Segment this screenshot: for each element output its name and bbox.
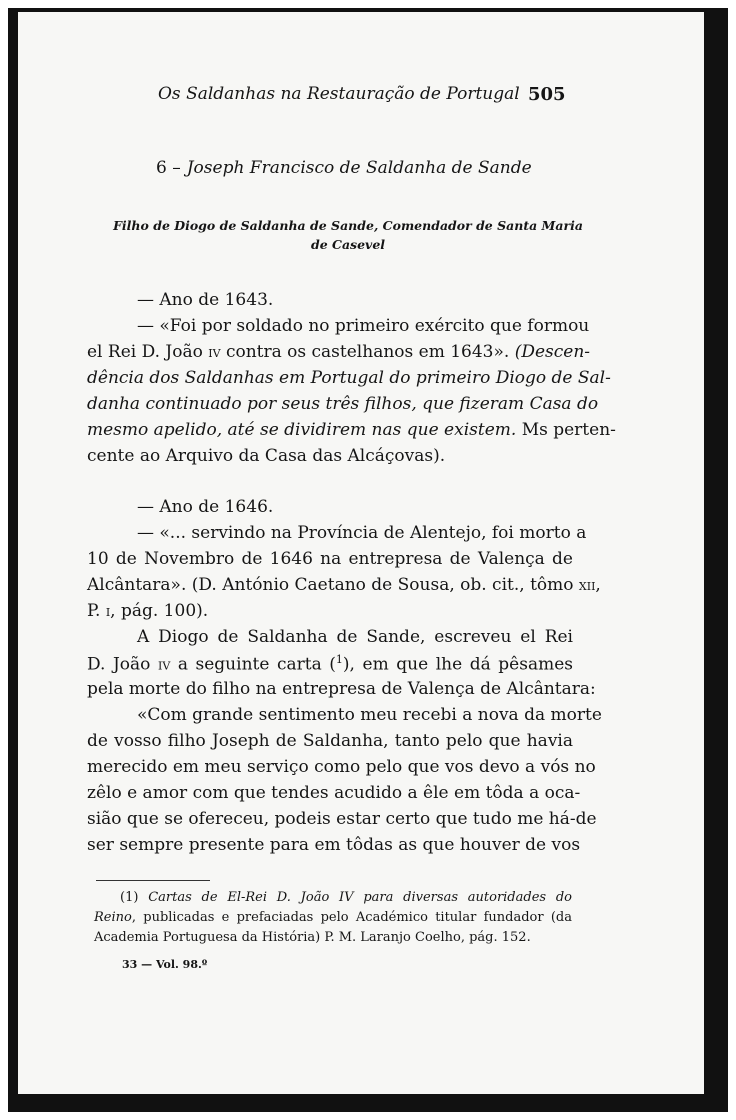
text-line: — Ano de 1646.: [137, 497, 274, 517]
footnote-ref: 1: [335, 653, 343, 666]
text-line: zêlo e amor com que tendes acudido a êle em tôda a oca-: [87, 783, 581, 803]
text-line: cente ao Arquivo da Casa das Alcáçovas).: [87, 446, 446, 466]
text-line: danha continuado por seus três filhos, que fizeram Casa do: [87, 394, 599, 414]
text-line: 10 de Novembro de 1646 na entrepresa de Valença de: [87, 549, 573, 569]
text-run: , pág. 100).: [110, 601, 209, 621]
footnote-line: [94, 910, 572, 925]
footnote-title: Cartas de El-Rei D. João IV para diversas autoridades do: [138, 890, 572, 905]
text-run: Ms perten-: [516, 420, 616, 440]
regnal-numeral: iv: [157, 655, 171, 674]
text-line: ser sempre presente para em tôdas as que houver de vos: [87, 835, 581, 855]
printer-signature: 33 — Vol. 98.º: [122, 958, 208, 971]
running-title: Os Saldanhas na Restauração de Portugal: [158, 84, 520, 104]
book-page: [18, 12, 704, 1094]
text-line: merecido em meu serviço como pelo que vos devo a vós no: [87, 757, 596, 777]
part-numeral: i: [105, 602, 111, 620]
text-line: [87, 420, 616, 440]
footnote-text: , publicadas e prefaciadas pelo Académico titular fundador (da: [131, 910, 572, 925]
text-line: [87, 601, 573, 621]
text-line: — «Foi por soldado no primeiro exército que formou: [137, 316, 590, 336]
text-run: Alcântara». (D. António Caetano de Sousa, ob. cit., tômo: [87, 575, 579, 595]
text-run: D. João: [87, 654, 158, 675]
text-line: — «... servindo na Província de Alentejo, foi morto a: [137, 523, 587, 543]
subtitle-line: de Casevel: [310, 237, 386, 252]
section-subtitle: [108, 216, 588, 254]
section-number: 6 –: [156, 158, 181, 178]
text-line: [87, 653, 573, 675]
text-run: P.: [87, 601, 106, 621]
text-line: de vosso filho Joseph de Saldanha, tanto pelo que havia: [87, 731, 573, 751]
citation-title: (Descen-: [514, 342, 591, 362]
page-number: 505: [528, 84, 566, 105]
text-run: ), em que lhe dá pêsames: [342, 654, 573, 675]
section-heading: [156, 158, 556, 178]
text-line: [87, 342, 591, 362]
footnote-line: Academia Portuguesa da História) P. M. Laranjo Coelho, pág. 152.: [94, 930, 531, 945]
text-run: el Rei D. João: [87, 342, 209, 362]
text-line: dência dos Saldanhas em Portugal do primeiro Diogo de Sal-: [87, 368, 611, 388]
text-line: pela morte do filho na entrepresa de Valença de Alcântara:: [87, 679, 596, 699]
text-line: — Ano de 1643.: [137, 290, 274, 310]
text-line: sião que se ofereceu, podeis estar certo que tudo me há-de: [87, 809, 597, 829]
volume-numeral: xii: [578, 576, 596, 594]
section-name: Joseph Francisco de Saldanha de Sande: [186, 158, 532, 178]
subtitle-line: Filho de Diogo de Saldanha de Sande, Comendador de Santa Maria: [113, 218, 583, 233]
text-line: [87, 575, 601, 595]
footnote-marker: (1): [120, 890, 139, 905]
text-run: contra os castelhanos em 1643».: [220, 342, 515, 362]
footnote-title: Reino: [94, 910, 132, 925]
footnote-rule: [96, 880, 210, 881]
text-run: ,: [595, 575, 601, 595]
text-line: «Com grande sentimento meu recebi a nova da morte: [137, 705, 602, 725]
footnote-line: [94, 890, 572, 905]
citation-title: mesmo apelido, até se dividirem nas que existem.: [87, 420, 517, 440]
text-line: A Diogo de Saldanha de Sande, escreveu el Rei: [137, 627, 573, 647]
regnal-numeral: iv: [208, 343, 221, 361]
text-run: a seguinte carta (: [170, 654, 336, 675]
